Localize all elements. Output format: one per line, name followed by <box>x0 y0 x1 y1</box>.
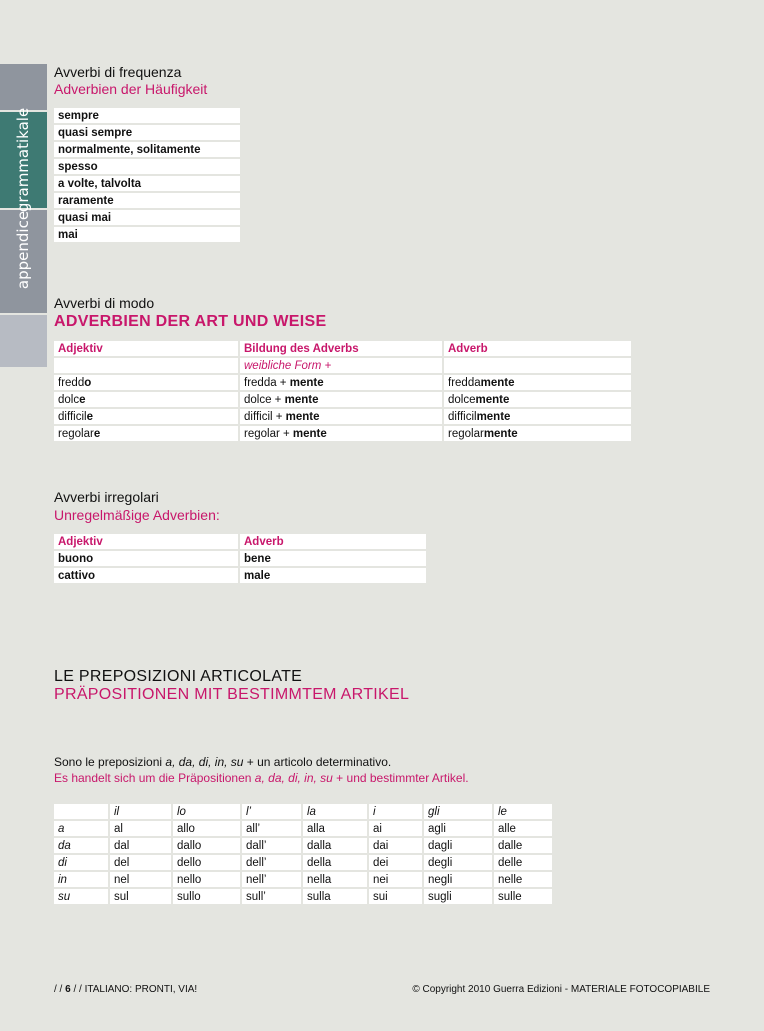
prep-combined: negli <box>424 872 494 887</box>
modo-row <box>54 426 631 441</box>
prep-article-header: gli <box>424 804 494 819</box>
prep-combined: delle <box>494 855 552 870</box>
freq-row <box>54 227 240 242</box>
prep-combined: dagli <box>424 838 494 853</box>
modo-adjective: regolare <box>54 426 240 441</box>
prep-preposition: di <box>54 855 110 870</box>
prep-combined: sull’ <box>242 889 303 904</box>
irr-adjective: cattivo <box>54 568 240 583</box>
modo-formation: difficil + mente <box>240 409 444 424</box>
freq-row <box>54 210 240 225</box>
modo-adverb: regolarmente <box>444 426 631 441</box>
modo-adverb: dolcemente <box>444 392 631 407</box>
freq-item: raramente <box>54 193 240 208</box>
freq-title-it: Avverbi di frequenza <box>54 64 182 80</box>
irr-header-adv: Adverb <box>240 534 426 549</box>
prep-combined: dell’ <box>242 855 303 870</box>
modo-formation: regolar + mente <box>240 426 444 441</box>
modo-title-it: Avverbi di modo <box>54 295 155 311</box>
footer-copyright: © Copyright 2010 Guerra Edizioni - MATERIALE FOTOCOPIABILE <box>412 984 710 995</box>
prep-corner <box>54 804 110 819</box>
prep-combined: all’ <box>242 821 303 836</box>
prep-row <box>54 872 552 887</box>
prep-article-header: l’ <box>242 804 303 819</box>
prep-combined: degli <box>424 855 494 870</box>
modo-title-de: ADVERBIEN DER ART UND WEISE <box>54 313 327 330</box>
irr-adverb: male <box>240 568 426 583</box>
freq-row <box>54 193 240 208</box>
prep-article-header: la <box>303 804 369 819</box>
prep-combined: sui <box>369 889 424 904</box>
footer-left: / / 6 / / ITALIANO: PRONTI, VIA! <box>54 984 198 995</box>
prep-combined: alle <box>494 821 552 836</box>
prep-row <box>54 821 552 836</box>
prep-article-header: lo <box>173 804 242 819</box>
prep-combined: dallo <box>173 838 242 853</box>
prep-combined: dal <box>110 838 173 853</box>
freq-item: normalmente, solitamente <box>54 142 240 157</box>
prep-combined: nel <box>110 872 173 887</box>
prep-combined: dalle <box>494 838 552 853</box>
prep-combined: dall’ <box>242 838 303 853</box>
freq-item: spesso <box>54 159 240 174</box>
irr-table <box>54 532 426 585</box>
freq-row <box>54 142 240 157</box>
prep-combined: al <box>110 821 173 836</box>
irr-title-de: Unregelmäßige Adverbien: <box>54 507 220 523</box>
prep-combined: del <box>110 855 173 870</box>
prep-combined: ai <box>369 821 424 836</box>
prep-combined: sulla <box>303 889 369 904</box>
irr-adjective: buono <box>54 551 240 566</box>
side-tab-grammar-label: grammatikale <box>14 107 32 213</box>
prep-combined: sugli <box>424 889 494 904</box>
freq-item: mai <box>54 227 240 242</box>
freq-row <box>54 125 240 140</box>
page-number: 6 <box>65 984 71 995</box>
modo-subheader: weibliche Form + <box>240 358 444 373</box>
modo-formation: dolce + mente <box>240 392 444 407</box>
freq-table <box>54 106 240 244</box>
prep-combined: nei <box>369 872 424 887</box>
freq-item: quasi mai <box>54 210 240 225</box>
prep-combined: sul <box>110 889 173 904</box>
modo-row <box>54 375 631 390</box>
prep-preposition: su <box>54 889 110 904</box>
prep-combined: dei <box>369 855 424 870</box>
prep-combined: alla <box>303 821 369 836</box>
modo-adjective: difficile <box>54 409 240 424</box>
modo-row <box>54 409 631 424</box>
modo-header-form: Bildung des Adverbs <box>240 341 444 356</box>
prep-combined: dalla <box>303 838 369 853</box>
prep-table <box>54 802 552 906</box>
prep-combined: nelle <box>494 872 552 887</box>
modo-formation: fredda + mente <box>240 375 444 390</box>
prep-combined: dello <box>173 855 242 870</box>
prep-article-header: i <box>369 804 424 819</box>
side-tab-bottom <box>0 315 47 367</box>
modo-adjective: freddo <box>54 375 240 390</box>
freq-item: a volte, talvolta <box>54 176 240 191</box>
prep-combined: nella <box>303 872 369 887</box>
modo-adverb: freddamente <box>444 375 631 390</box>
prep-row <box>54 855 552 870</box>
irr-adverb: bene <box>240 551 426 566</box>
modo-header-adv: Adverb <box>444 341 631 356</box>
irr-row <box>54 551 426 566</box>
modo-adjective: dolce <box>54 392 240 407</box>
freq-item: quasi sempre <box>54 125 240 140</box>
prep-row <box>54 838 552 853</box>
irr-header-adj: Adjektiv <box>54 534 240 549</box>
prep-combined: nell’ <box>242 872 303 887</box>
prep-combined: della <box>303 855 369 870</box>
prep-desc-it: Sono le preposizioni a, da, di, in, su + un articolo determinativo. <box>54 755 392 769</box>
prep-preposition: da <box>54 838 110 853</box>
irr-title-it: Avverbi irregolari <box>54 489 159 505</box>
prep-article-header: le <box>494 804 552 819</box>
prep-combined: nello <box>173 872 242 887</box>
prep-combined: agli <box>424 821 494 836</box>
prep-row <box>54 889 552 904</box>
modo-row <box>54 392 631 407</box>
prep-article-header: il <box>110 804 173 819</box>
freq-row <box>54 176 240 191</box>
side-tab-top <box>0 64 47 110</box>
prep-title-it: LE PREPOSIZIONI ARTICOLATE <box>54 668 303 685</box>
prep-combined: sulle <box>494 889 552 904</box>
modo-adverb: difficilmente <box>444 409 631 424</box>
modo-table <box>54 339 631 443</box>
prep-combined: allo <box>173 821 242 836</box>
freq-row <box>54 159 240 174</box>
prep-preposition: a <box>54 821 110 836</box>
prep-combined: dai <box>369 838 424 853</box>
prep-combined: sullo <box>173 889 242 904</box>
irr-row <box>54 568 426 583</box>
prep-title-de: PRÄPOSITIONEN MIT BESTIMMTEM ARTIKEL <box>54 686 410 703</box>
freq-title-de: Adverbien der Häufigkeit <box>54 81 208 97</box>
freq-item: sempre <box>54 108 240 123</box>
prep-desc-de: Es handelt sich um die Präpositionen a, da, di, in, su + und bestimmter Artikel. <box>54 771 469 785</box>
side-tab-appendix-label: appendice <box>14 210 32 290</box>
modo-header-adj: Adjektiv <box>54 341 240 356</box>
freq-row <box>54 108 240 123</box>
prep-preposition: in <box>54 872 110 887</box>
